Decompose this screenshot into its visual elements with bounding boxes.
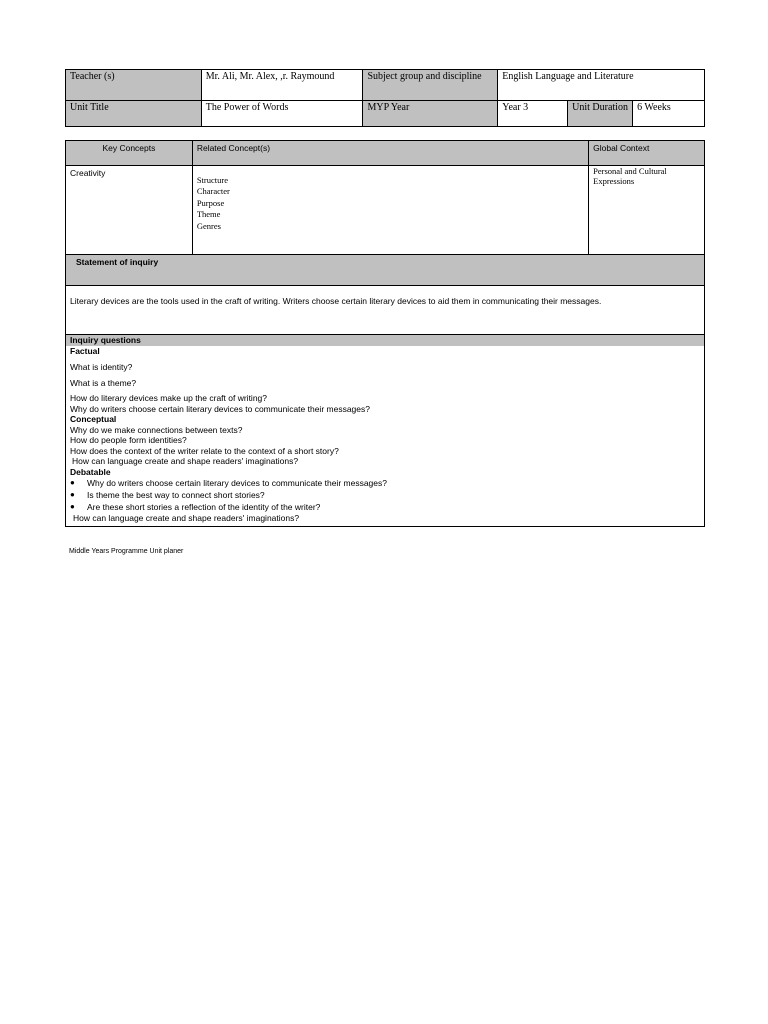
subject-value: English Language and Literature xyxy=(498,70,705,101)
statement-of-inquiry-header: Statement of inquiry xyxy=(66,255,705,286)
related-concepts-header: Related Concept(s) xyxy=(192,141,588,166)
related-concept-item: Purpose xyxy=(196,197,225,208)
related-concept-item: Genres xyxy=(196,220,221,231)
conceptual-question: How do people form identities? xyxy=(70,435,187,445)
debatable-bullet-item xyxy=(70,501,700,513)
related-concept-item: Character xyxy=(196,186,230,197)
duration-label: Unit Duration xyxy=(568,101,633,127)
factual-label: Factual xyxy=(70,345,100,356)
statement-of-inquiry-text: Literary devices are the tools used in the craft of writing. Writers choose certain literary devices to aid them in communicating their messages. xyxy=(66,286,705,335)
myp-year-label: MYP Year xyxy=(363,101,498,127)
factual-question: What is identity? xyxy=(70,362,133,372)
unit-title-value: The Power of Words xyxy=(201,101,363,127)
debatable-question: Why do writers choose certain literary devices to communicate their messages? xyxy=(87,478,387,488)
duration-value: 6 Weeks xyxy=(633,101,705,127)
debatable-question: How can language create and shape readers' imaginations? xyxy=(73,513,300,523)
unit-title-label: Unit Title xyxy=(66,101,202,127)
key-concept-value: Creativity xyxy=(66,166,193,255)
page-footer: Middle Years Programme Unit planer xyxy=(69,548,184,555)
factual-question: How do literary devices make up the craft of writing? xyxy=(70,393,268,403)
factual-question: Why do writers choose certain literary devices to communicate their messages? xyxy=(70,403,370,414)
bullet-icon: ● xyxy=(70,490,75,499)
key-concepts-header: Key Concepts xyxy=(66,141,193,166)
teacher-value: Mr. Ali, Mr. Alex, ,r. Raymound xyxy=(201,70,363,101)
debatable-bullet-item xyxy=(70,477,700,489)
global-context-header: Global Context xyxy=(589,141,705,166)
conceptual-question: How does the context of the writer relate to the context of a short story? xyxy=(70,445,339,456)
inquiry-questions-header: Inquiry questions xyxy=(66,335,704,346)
conceptual-label: Conceptual xyxy=(70,414,117,424)
bullet-icon: ● xyxy=(70,478,75,487)
related-concept-item: Theme xyxy=(196,209,221,220)
inquiry-questions-cell xyxy=(66,335,705,527)
teacher-label: Teacher (s) xyxy=(66,70,202,101)
conceptual-question: Why do we make connections between texts? xyxy=(70,424,243,435)
debatable-label: Debatable xyxy=(70,466,111,477)
related-concept-item: Structure xyxy=(196,175,228,185)
unit-info-table xyxy=(65,69,705,127)
subject-label: Subject group and discipline xyxy=(363,70,498,101)
debatable-question: Is theme the best way to connect short stories? xyxy=(87,490,265,500)
bullet-icon: ● xyxy=(70,502,75,511)
debatable-bullet-item xyxy=(70,489,700,501)
conceptual-question: How can language create and shape readers' imaginations? xyxy=(72,456,299,466)
factual-question: What is a theme? xyxy=(70,377,137,388)
myp-year-value: Year 3 xyxy=(498,101,568,127)
related-concepts-list xyxy=(192,166,588,255)
concepts-inquiry-table xyxy=(65,140,705,527)
debatable-question: Are these short stories a reflection of the identity of the writer? xyxy=(87,502,321,512)
global-context-value: Personal and Cultural Expressions xyxy=(589,166,705,255)
